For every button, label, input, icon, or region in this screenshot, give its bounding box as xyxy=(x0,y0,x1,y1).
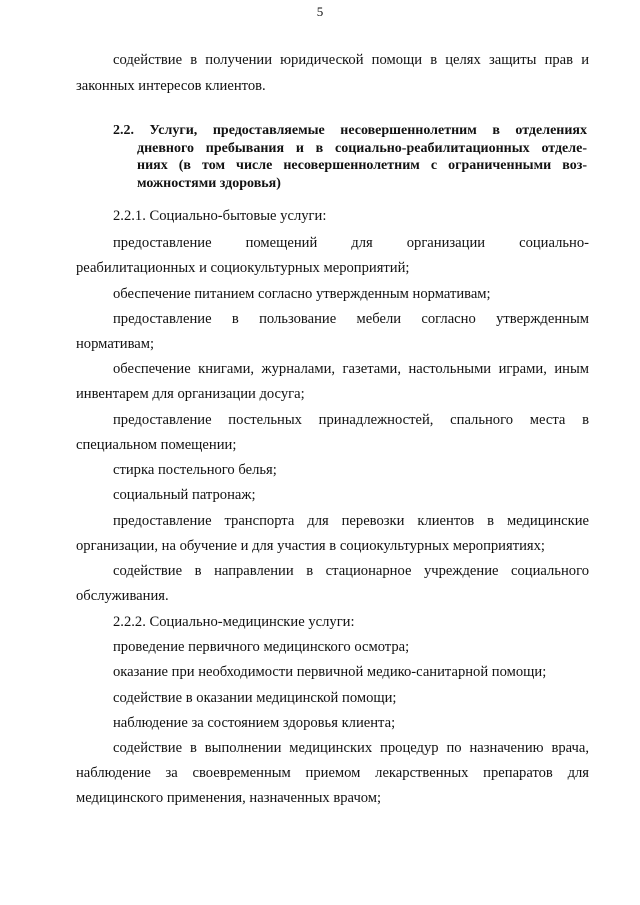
list-item: наблюдение за своевременным приемом лекарственных препаратов для xyxy=(76,765,589,781)
section-heading: ниях (в том числе несовершеннолетним с ограниченными воз- xyxy=(137,158,587,173)
list-item: предоставление транспорта для перевозки клиентов в медицинские xyxy=(113,513,589,529)
list-item: обслуживания. xyxy=(76,588,169,604)
list-item: предоставление постельных принадлежностей, спального места в xyxy=(113,412,589,428)
list-item: специальном помещении; xyxy=(76,437,237,453)
page-number: 5 xyxy=(316,4,324,19)
list-item: предоставление помещений для организации социально- xyxy=(113,235,589,251)
section-heading: 2.2. Услуги, предоставляемые несовершеннолетним в отделениях xyxy=(113,123,587,138)
list-item: содействие в направлении в стационарное учреждение социального xyxy=(113,563,589,579)
list-item: проведение первичного медицинского осмотра; xyxy=(113,639,410,655)
list-item: наблюдение за состоянием здоровья клиента; xyxy=(113,715,396,731)
list-item: содействие в оказании медицинской помощи; xyxy=(113,690,397,706)
list-item: нормативам; xyxy=(76,336,155,352)
list-item: организации, на обучение и для участия в социокультурных мероприятиях; xyxy=(76,538,545,554)
list-item: содействие в выполнении медицинских процедур по назначению врача, xyxy=(113,740,589,756)
section-heading: можностями здоровья) xyxy=(137,176,281,191)
list-item: инвентарем для организации досуга; xyxy=(76,386,305,402)
list-item: социальный патронаж; xyxy=(113,487,256,503)
list-item: обеспечение книгами, журналами, газетами, настольными играми, иным xyxy=(113,361,589,377)
list-item: реабилитационных и социокультурных мероприятий; xyxy=(76,260,410,276)
subsection-title: 2.2.2. Социально-медицинские услуги: xyxy=(113,614,355,630)
subsection-title: 2.2.1. Социально-бытовые услуги: xyxy=(113,208,327,224)
list-item: стирка постельного белья; xyxy=(113,462,277,478)
section-heading: дневного пребывания и в социально-реабилитационных отделе- xyxy=(137,141,587,156)
intro-line: содействие в получении юридической помощи в целях защиты прав и xyxy=(113,52,589,68)
list-item: предоставление в пользование мебели согласно утвержденным xyxy=(113,311,589,327)
list-item: медицинского применения, назначенных врачом; xyxy=(76,790,382,806)
list-item: оказание при необходимости первичной медико-санитарной помощи; xyxy=(113,664,547,680)
list-item: обеспечение питанием согласно утвержденным нормативам; xyxy=(113,286,491,302)
intro-line: законных интересов клиентов. xyxy=(76,78,266,94)
